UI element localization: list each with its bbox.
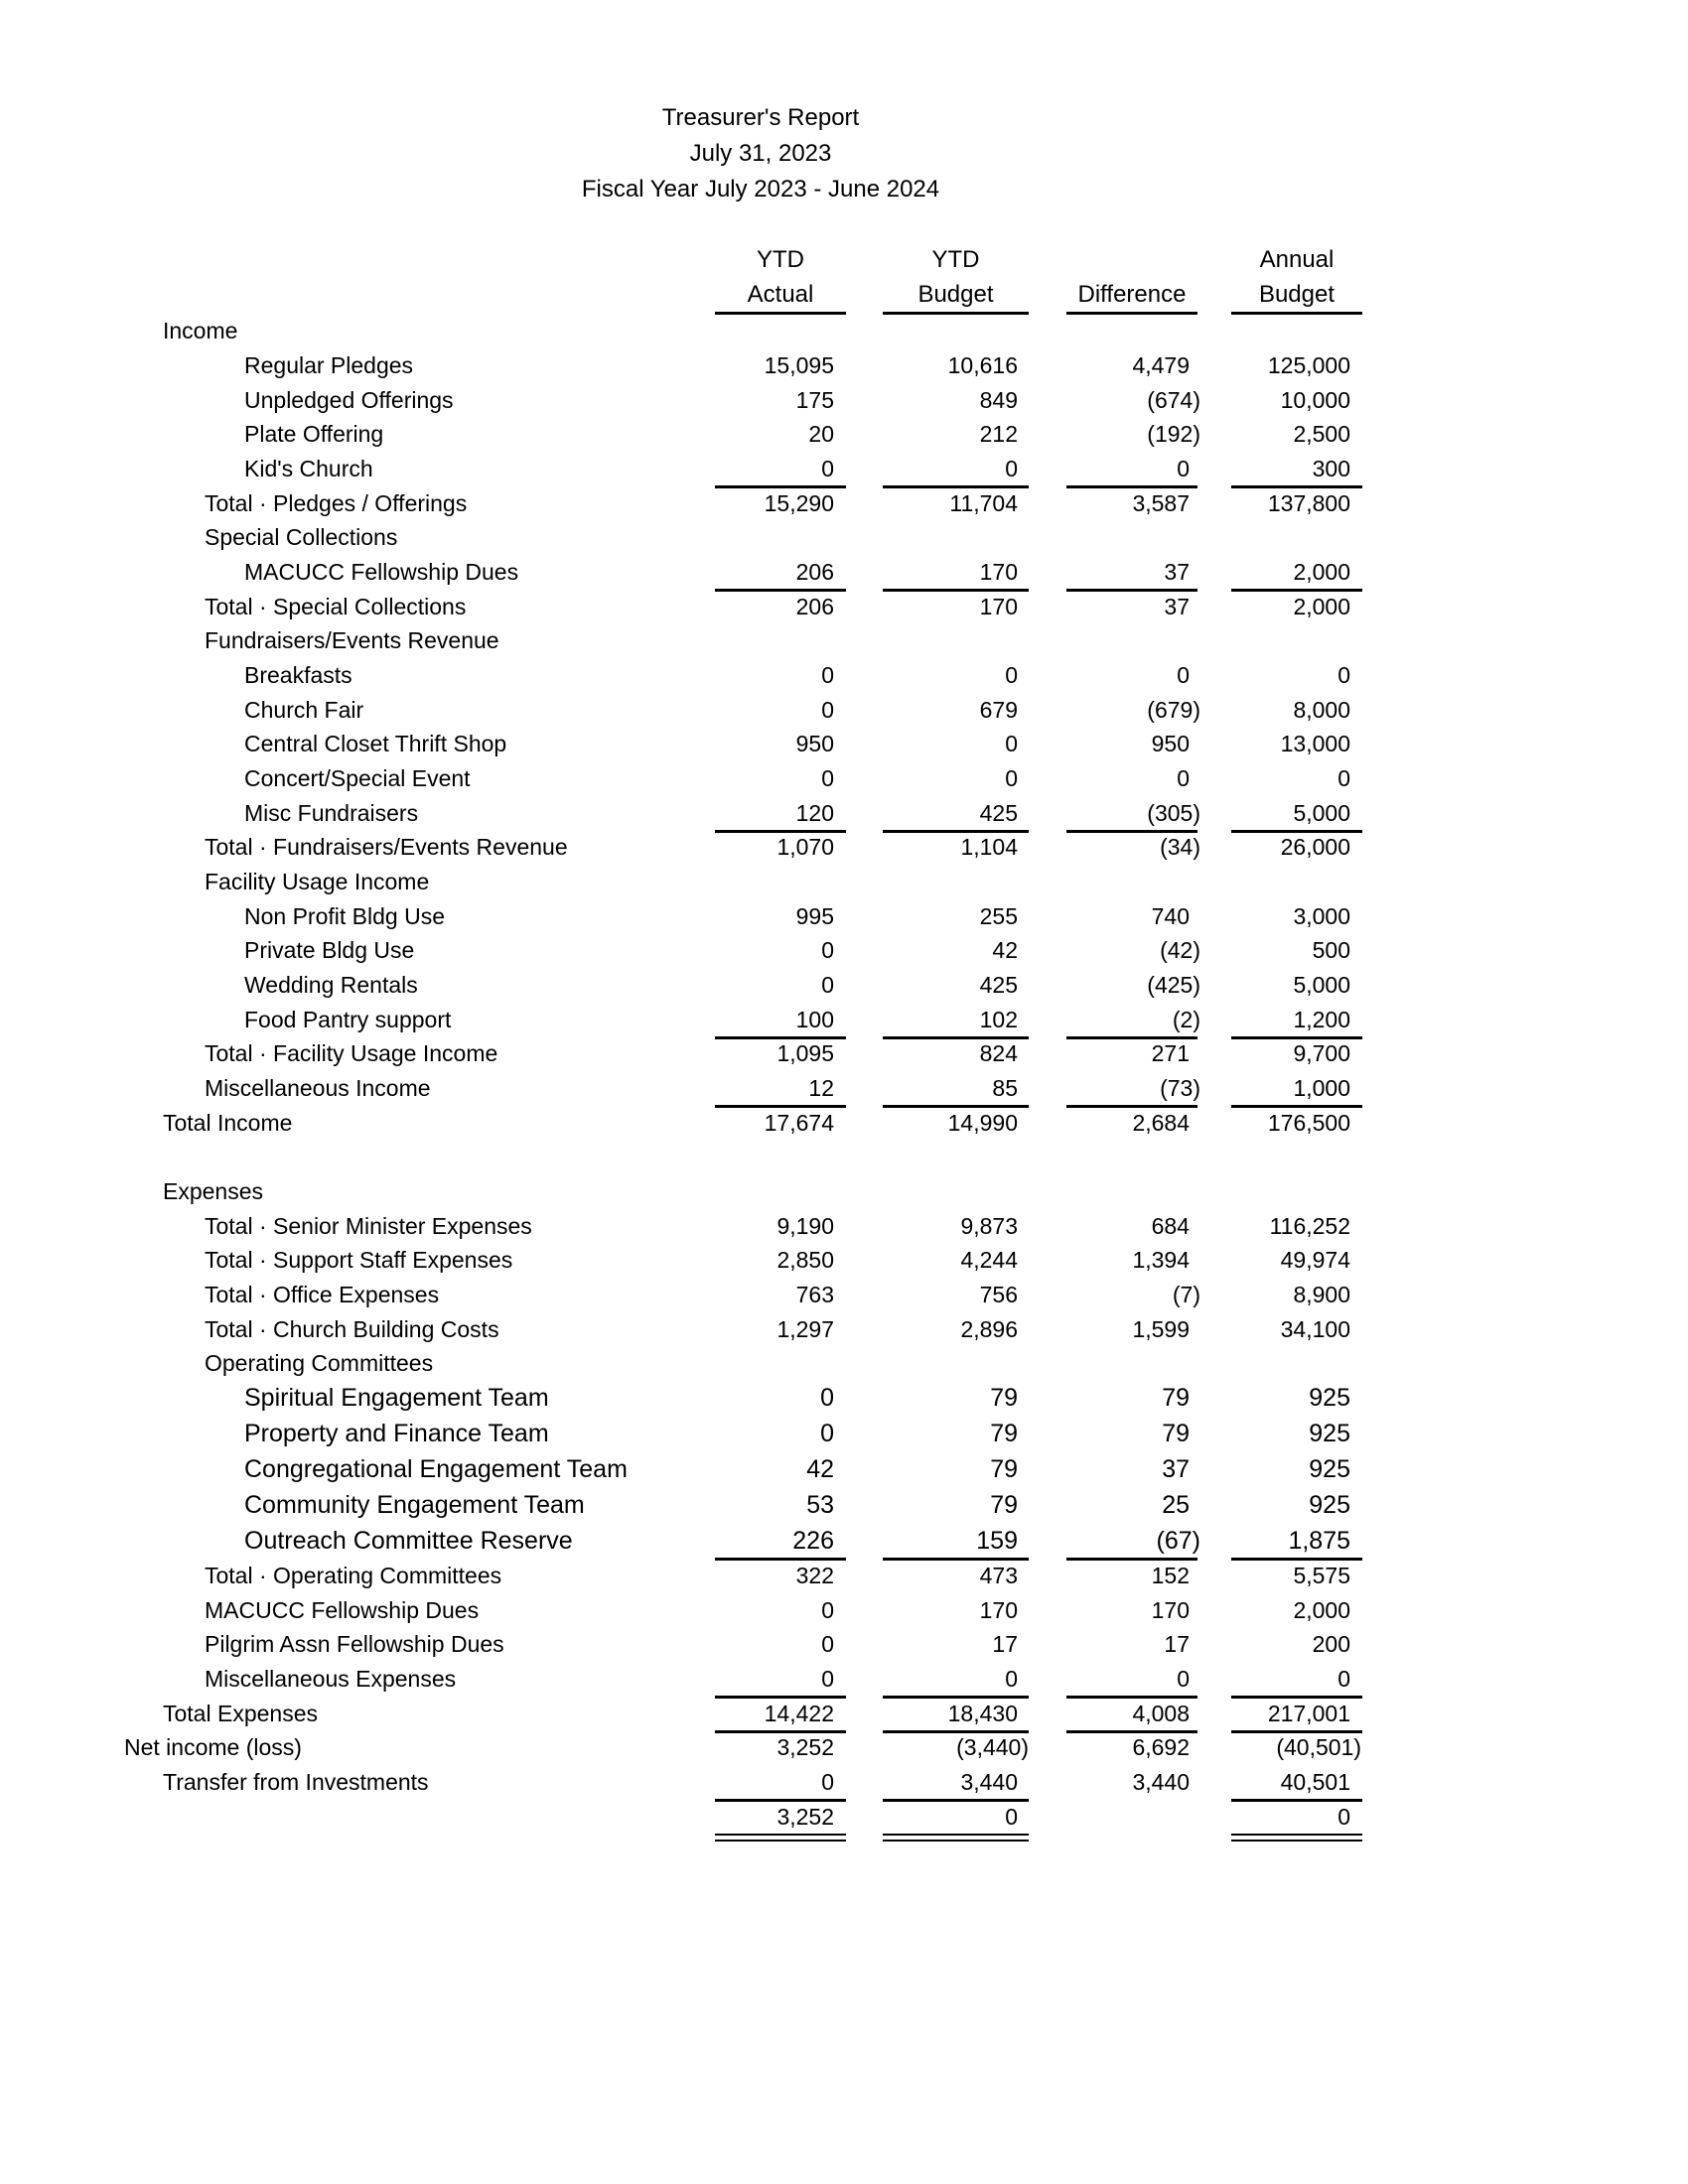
cell-ytd-actual: 322 — [795, 1563, 834, 1588]
report-row-total-support-staff-expenses — [0, 1245, 1688, 1279]
cell-ytd-actual: 0 — [820, 1384, 834, 1412]
cell-difference: 684 — [1151, 1213, 1190, 1239]
cell-annual-budget: 0 — [1337, 662, 1350, 688]
cell-ytd-budget: 170 — [979, 1597, 1018, 1623]
cell-ytd-budget: 0 — [1005, 1804, 1018, 1830]
report-row-non-profit-bldg-use — [0, 901, 1688, 935]
double-underline — [715, 1840, 846, 1842]
cell-annual-budget: 125,000 — [1267, 352, 1350, 378]
cell-annual-budget: 925 — [1309, 1420, 1350, 1447]
cell-difference: 4,008 — [1132, 1701, 1190, 1726]
cell-ytd-budget: 3,440 — [960, 1769, 1018, 1795]
cell-annual-budget: 1,000 — [1293, 1075, 1350, 1101]
cell-annual-budget: 5,000 — [1293, 800, 1350, 826]
row-label: Food Pantry support — [244, 1007, 452, 1032]
cell-difference: (7) — [1172, 1282, 1200, 1307]
cell-ytd-actual: 14,422 — [764, 1701, 834, 1726]
report-row-property-and-finance-team — [0, 1419, 1688, 1452]
report-row-outreach-committee-reserve — [0, 1526, 1688, 1560]
cell-ytd-budget: 102 — [979, 1007, 1018, 1032]
report-row-macucc-fellowship-dues — [0, 557, 1688, 591]
cell-ytd-actual: 2,850 — [776, 1247, 834, 1273]
cell-ytd-budget: 85 — [992, 1075, 1018, 1101]
report-row-total-special-collections — [0, 592, 1688, 625]
cell-annual-budget: 8,900 — [1293, 1282, 1350, 1307]
cell-difference: 170 — [1151, 1597, 1190, 1623]
row-label: Fundraisers/Events Revenue — [205, 627, 499, 653]
cell-annual-budget: 925 — [1309, 1455, 1350, 1483]
report-row-total-senior-minister-expenses — [0, 1211, 1688, 1245]
row-label: Private Bldg Use — [244, 937, 415, 963]
cell-annual-budget: 2,000 — [1293, 559, 1350, 585]
cell-ytd-actual: 100 — [795, 1007, 834, 1032]
row-label: MACUCC Fellowship Dues — [205, 1597, 480, 1623]
cell-difference: 0 — [1177, 662, 1190, 688]
cell-difference: 79 — [1162, 1420, 1190, 1447]
report-row-community-engagement-team — [0, 1490, 1688, 1524]
cell-ytd-budget: 212 — [979, 421, 1018, 447]
cell-ytd-budget: 756 — [979, 1282, 1018, 1307]
cell-ytd-actual: 950 — [795, 731, 834, 756]
cell-difference: 37 — [1164, 594, 1190, 619]
cell-ytd-budget: 170 — [979, 559, 1018, 585]
cell-ytd-budget: 14,990 — [947, 1110, 1018, 1136]
cell-difference: 37 — [1164, 559, 1190, 585]
cell-annual-budget: 2,000 — [1293, 594, 1350, 619]
double-underline — [883, 1840, 1029, 1842]
cell-difference: 0 — [1177, 1666, 1190, 1692]
cell-ytd-budget: 679 — [979, 697, 1018, 723]
row-label: Total Expenses — [163, 1701, 318, 1726]
report-row-miscellaneous-expenses — [0, 1664, 1688, 1698]
cell-ytd-actual: 0 — [820, 1420, 834, 1447]
col-header-annual-budget-line1: Annual — [1259, 246, 1335, 273]
report-row-fundraisers-events-revenue — [0, 625, 1688, 659]
col-header-annual-budget-line2: Budget — [1258, 281, 1336, 308]
cell-annual-budget: 176,500 — [1267, 1110, 1350, 1136]
cell-ytd-budget: (3,440) — [956, 1734, 1029, 1760]
cell-ytd-actual: 3,252 — [776, 1804, 834, 1830]
cell-difference: (305) — [1147, 800, 1200, 826]
report-row-net-income-loss — [0, 1732, 1688, 1766]
report-row-concert-special-event — [0, 763, 1688, 797]
cell-difference: 271 — [1151, 1040, 1190, 1066]
cell-ytd-budget: 425 — [979, 972, 1018, 998]
cell-difference: 37 — [1162, 1455, 1190, 1483]
report-row-congregational-engagement-team — [0, 1454, 1688, 1488]
cell-ytd-actual: 12 — [808, 1075, 834, 1101]
fiscal-year: Fiscal Year July 2023 - June 2024 — [581, 176, 940, 203]
cell-ytd-budget: 824 — [979, 1040, 1018, 1066]
row-label: Kid's Church — [244, 456, 373, 481]
report-title: Treasurer's Report — [661, 104, 860, 131]
report-row-operating-committees — [0, 1348, 1688, 1382]
report-row-food-pantry-support — [0, 1005, 1688, 1038]
cell-ytd-actual: 20 — [808, 421, 834, 447]
cell-difference: (679) — [1147, 697, 1200, 723]
cell-difference: 17 — [1164, 1631, 1190, 1657]
cell-ytd-budget: 9,873 — [960, 1213, 1018, 1239]
cell-ytd-actual: 53 — [806, 1491, 834, 1519]
report-row-special-collections — [0, 522, 1688, 556]
cell-ytd-actual: 0 — [821, 972, 834, 998]
cell-difference: 25 — [1162, 1491, 1190, 1519]
cell-difference: (42) — [1160, 937, 1200, 963]
header-underline — [1231, 312, 1362, 315]
row-label: Community Engagement Team — [244, 1491, 585, 1519]
cell-ytd-actual: 1,070 — [776, 834, 834, 860]
cell-difference: (73) — [1160, 1075, 1200, 1101]
row-label: Expenses — [163, 1178, 264, 1204]
cell-annual-budget: 116,252 — [1269, 1213, 1350, 1239]
cell-ytd-actual: 0 — [821, 697, 834, 723]
cell-ytd-budget: 0 — [1005, 456, 1018, 481]
cell-difference: 3,587 — [1132, 490, 1190, 516]
cell-ytd-budget: 0 — [1005, 765, 1018, 791]
cell-annual-budget: 0 — [1337, 765, 1350, 791]
cell-ytd-budget: 42 — [992, 937, 1018, 963]
report-row-kid-s-church — [0, 454, 1688, 487]
cell-ytd-actual: 42 — [806, 1455, 834, 1483]
cell-annual-budget: 2,000 — [1293, 1597, 1350, 1623]
report-row-unpledged-offerings — [0, 385, 1688, 419]
row-label: MACUCC Fellowship Dues — [244, 559, 519, 585]
cell-annual-budget: 5,575 — [1293, 1563, 1350, 1588]
cell-annual-budget: 925 — [1309, 1491, 1350, 1519]
cell-annual-budget: 300 — [1312, 456, 1350, 481]
cell-ytd-budget: 79 — [990, 1455, 1018, 1483]
col-header-ytd-budget-line2: Budget — [917, 281, 994, 308]
cell-ytd-budget: 17 — [992, 1631, 1018, 1657]
cell-difference: 0 — [1177, 456, 1190, 481]
cell-ytd-budget: 79 — [990, 1384, 1018, 1412]
cell-ytd-actual: 206 — [795, 594, 834, 619]
cell-ytd-actual: 1,297 — [776, 1316, 834, 1342]
cell-annual-budget: 40,501 — [1280, 1769, 1350, 1795]
cell-ytd-actual: 763 — [795, 1282, 834, 1307]
cell-ytd-actual: 0 — [821, 662, 834, 688]
row-label: Misc Fundraisers — [244, 800, 419, 826]
cell-ytd-actual: 175 — [795, 387, 834, 413]
row-label: Outreach Committee Reserve — [244, 1527, 573, 1555]
report-row-total-office-expenses — [0, 1280, 1688, 1313]
cell-difference: 4,479 — [1132, 352, 1190, 378]
report-row-macucc-fellowship-dues — [0, 1595, 1688, 1629]
cell-ytd-actual: 0 — [821, 1666, 834, 1692]
cell-ytd-budget: 18,430 — [947, 1701, 1018, 1726]
cell-ytd-budget: 4,244 — [960, 1247, 1018, 1273]
row-label: Congregational Engagement Team — [244, 1455, 628, 1483]
row-label: Total · Special Collections — [205, 594, 467, 619]
cell-annual-budget: 0 — [1337, 1804, 1350, 1830]
row-label: Transfer from Investments — [163, 1769, 429, 1795]
cell-ytd-budget: 473 — [979, 1563, 1018, 1588]
report-row-total-expenses — [0, 1699, 1688, 1732]
cell-ytd-actual: 0 — [821, 937, 834, 963]
col-header-ytd-actual-line2: Actual — [747, 281, 814, 308]
col-header-ytd-actual-line1: YTD — [757, 246, 804, 273]
cell-ytd-actual: 15,095 — [764, 352, 834, 378]
cell-ytd-budget: 0 — [1005, 1666, 1018, 1692]
cell-annual-budget: 8,000 — [1293, 697, 1350, 723]
double-underline — [1231, 1834, 1362, 1836]
cell-difference: (2) — [1172, 1007, 1200, 1032]
report-row-total-operating-committees — [0, 1561, 1688, 1594]
cell-annual-budget: 925 — [1309, 1384, 1350, 1412]
cell-annual-budget: 217,001 — [1267, 1701, 1350, 1726]
cell-difference: 950 — [1151, 731, 1190, 756]
report-row-income — [0, 316, 1688, 349]
cell-difference: 79 — [1162, 1384, 1190, 1412]
row-label: Plate Offering — [244, 421, 384, 447]
report-row-total-pledges-offerings — [0, 488, 1688, 522]
report-row-pilgrim-assn-fellowship-dues — [0, 1629, 1688, 1663]
row-label: Regular Pledges — [244, 352, 414, 378]
cell-annual-budget: 26,000 — [1280, 834, 1350, 860]
report-row-transfer-from-investments — [0, 1767, 1688, 1801]
cell-annual-budget: 137,800 — [1267, 490, 1350, 516]
row-label: Unpledged Offerings — [244, 387, 454, 413]
cell-ytd-actual: 0 — [821, 765, 834, 791]
cell-annual-budget: 9,700 — [1293, 1040, 1350, 1066]
row-label: Central Closet Thrift Shop — [244, 731, 507, 756]
cell-ytd-budget: 10,616 — [947, 352, 1018, 378]
double-underline — [883, 1834, 1029, 1836]
report-row-total-fundraisers-events-revenue — [0, 832, 1688, 866]
row-label: Church Fair — [244, 697, 364, 723]
cell-annual-budget: 0 — [1337, 1666, 1350, 1692]
cell-difference: 2,684 — [1132, 1110, 1190, 1136]
cell-ytd-budget: 11,704 — [949, 490, 1018, 516]
row-label: Total Income — [163, 1110, 293, 1136]
cell-ytd-budget: 255 — [979, 903, 1018, 929]
cell-ytd-budget: 0 — [1005, 731, 1018, 756]
cell-ytd-actual: 3,252 — [776, 1734, 834, 1760]
cell-ytd-actual: 17,674 — [764, 1110, 834, 1136]
cell-difference: 3,440 — [1132, 1769, 1190, 1795]
col-header-difference: Difference — [1077, 281, 1187, 308]
cell-ytd-budget: 79 — [990, 1420, 1018, 1447]
cell-ytd-budget: 425 — [979, 800, 1018, 826]
row-label: Net income (loss) — [124, 1734, 302, 1760]
row-label: Concert/Special Event — [244, 765, 471, 791]
row-label: Income — [163, 318, 238, 343]
cell-ytd-budget: 170 — [979, 594, 1018, 619]
cell-difference: (674) — [1147, 387, 1200, 413]
row-label: Wedding Rentals — [244, 972, 418, 998]
report-row-regular-pledges — [0, 350, 1688, 384]
report-row-total-church-building-costs — [0, 1314, 1688, 1348]
row-label: Pilgrim Assn Fellowship Dues — [205, 1631, 504, 1657]
report-date: July 31, 2023 — [689, 140, 832, 167]
cell-ytd-actual: 226 — [792, 1527, 834, 1555]
double-underline — [715, 1834, 846, 1836]
cell-ytd-actual: 15,290 — [764, 490, 834, 516]
row-label: Special Collections — [205, 524, 398, 550]
cell-annual-budget: 10,000 — [1280, 387, 1350, 413]
report-row-plate-offering — [0, 419, 1688, 453]
report-row-private-bldg-use — [0, 935, 1688, 969]
row-label: Total · Facility Usage Income — [205, 1040, 498, 1066]
report-row-facility-usage-income — [0, 867, 1688, 900]
report-row-wedding-rentals — [0, 970, 1688, 1004]
cell-difference: 740 — [1151, 903, 1190, 929]
cell-annual-budget: 200 — [1312, 1631, 1350, 1657]
cell-ytd-actual: 0 — [821, 1769, 834, 1795]
cell-ytd-budget: 2,896 — [960, 1316, 1018, 1342]
cell-ytd-actual: 9,190 — [776, 1213, 834, 1239]
cell-annual-budget: 49,974 — [1280, 1247, 1350, 1273]
cell-ytd-actual: 1,095 — [776, 1040, 834, 1066]
row-label: Total · Operating Committees — [205, 1563, 502, 1588]
cell-ytd-budget: 159 — [976, 1527, 1018, 1555]
cell-ytd-budget: 849 — [979, 387, 1018, 413]
cell-annual-budget: 2,500 — [1293, 421, 1350, 447]
cell-difference: 1,599 — [1132, 1316, 1190, 1342]
cell-ytd-budget: 0 — [1005, 662, 1018, 688]
row-label: Miscellaneous Income — [205, 1075, 431, 1101]
row-label: Total · Senior Minister Expenses — [205, 1213, 532, 1239]
report-row-miscellaneous-income — [0, 1073, 1688, 1107]
col-header-ytd-budget-line1: YTD — [931, 246, 980, 273]
cell-ytd-actual: 0 — [821, 1597, 834, 1623]
row-label: Spiritual Engagement Team — [244, 1384, 549, 1412]
cell-difference: 1,394 — [1132, 1247, 1190, 1273]
row-label: Operating Committees — [205, 1350, 434, 1376]
row-label: Breakfasts — [244, 662, 352, 688]
report-row-total-facility-usage-income — [0, 1038, 1688, 1072]
cell-annual-budget: 1,200 — [1293, 1007, 1350, 1032]
double-underline — [1231, 1840, 1362, 1842]
header-underline — [1066, 312, 1197, 315]
header-underline — [715, 312, 846, 315]
cell-ytd-actual: 0 — [821, 1631, 834, 1657]
cell-difference: (67) — [1156, 1527, 1200, 1555]
row-label: Total · Fundraisers/Events Revenue — [205, 834, 568, 860]
row-label: Property and Finance Team — [244, 1420, 549, 1447]
cell-annual-budget: 5,000 — [1293, 972, 1350, 998]
report-row-misc-fundraisers — [0, 798, 1688, 832]
cell-ytd-actual: 995 — [795, 903, 834, 929]
report-row-central-closet-thrift-shop — [0, 729, 1688, 762]
cell-difference: (192) — [1147, 421, 1200, 447]
cell-difference: 6,692 — [1132, 1734, 1190, 1760]
cell-ytd-budget: 79 — [990, 1491, 1018, 1519]
cell-annual-budget: 500 — [1312, 937, 1350, 963]
cell-difference: 152 — [1151, 1563, 1190, 1588]
report-row-spiritual-engagement-team — [0, 1383, 1688, 1417]
row-label: Total · Support Staff Expenses — [205, 1247, 513, 1273]
row-label: Total · Office Expenses — [205, 1282, 440, 1307]
report-row-breakfasts — [0, 660, 1688, 694]
cell-difference: (425) — [1147, 972, 1200, 998]
row-label: Total · Pledges / Offerings — [205, 490, 468, 516]
cell-difference: (34) — [1160, 834, 1200, 860]
cell-annual-budget: (40,501) — [1276, 1734, 1361, 1760]
report-row-church-fair — [0, 695, 1688, 729]
cell-annual-budget: 13,000 — [1280, 731, 1350, 756]
cell-ytd-actual: 0 — [821, 456, 834, 481]
cell-difference: 0 — [1177, 765, 1190, 791]
row-label: Facility Usage Income — [205, 869, 430, 894]
cell-ytd-budget: 1,104 — [960, 834, 1018, 860]
report-row-balance — [0, 1802, 1688, 1836]
report-row-total-income — [0, 1108, 1688, 1142]
row-label: Non Profit Bldg Use — [244, 903, 445, 929]
cell-annual-budget: 1,875 — [1288, 1527, 1350, 1555]
row-label: Miscellaneous Expenses — [205, 1666, 457, 1692]
cell-ytd-actual: 206 — [795, 559, 834, 585]
header-underline — [883, 312, 1029, 315]
report-row-expenses — [0, 1176, 1688, 1210]
row-label: Total · Church Building Costs — [205, 1316, 499, 1342]
cell-annual-budget: 3,000 — [1293, 903, 1350, 929]
cell-ytd-actual: 120 — [795, 800, 834, 826]
cell-annual-budget: 34,100 — [1280, 1316, 1350, 1342]
